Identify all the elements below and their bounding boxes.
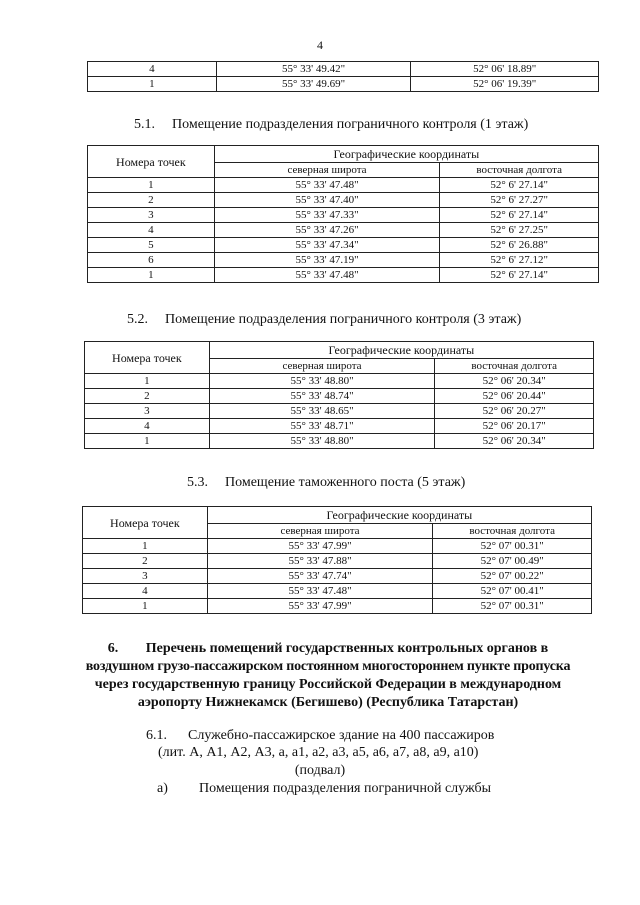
- point-number: 4: [88, 223, 215, 238]
- latitude-cell: 55° 33' 47.40": [214, 193, 440, 208]
- table-row: [83, 539, 592, 554]
- table-row: [88, 208, 599, 223]
- table-row: [88, 178, 599, 193]
- table-row: [88, 238, 599, 253]
- latitude-cell: 55° 33' 47.33": [214, 208, 440, 223]
- point-number: 2: [85, 389, 210, 404]
- header-latitude: северная широта: [209, 359, 435, 374]
- longitude-cell: 52° 07' 00.49": [433, 554, 592, 569]
- section-number: 5.3.: [187, 475, 208, 490]
- header-geo: Географические координаты: [214, 146, 598, 163]
- longitude-cell: 52° 06' 18.89": [411, 62, 599, 77]
- page-number: 4: [317, 38, 323, 52]
- table-row: [83, 569, 592, 584]
- section-title: Помещение подразделения пограничного контроля (3 этаж): [165, 312, 522, 327]
- longitude-cell: 52° 06' 19.39": [411, 77, 599, 92]
- latitude-cell: 55° 33' 49.69": [216, 77, 411, 92]
- table-row: [83, 599, 592, 614]
- coordinates-table-5-2: [84, 341, 594, 449]
- latitude-cell: 55° 33' 47.34": [214, 238, 440, 253]
- coordinates-table-5-3: [82, 506, 592, 614]
- subsection-6-1-literals: (лит. А, А1, А2, А3, а, а1, а2, а3, а5, а6, а7, а8, а9, а10): [158, 745, 479, 760]
- longitude-cell: 52° 07' 00.31": [433, 539, 592, 554]
- longitude-cell: 52° 6' 27.25": [440, 223, 599, 238]
- longitude-cell: 52° 06' 20.17": [435, 419, 594, 434]
- header-longitude: восточная долгота: [433, 524, 592, 539]
- section-6-line-1: [58, 640, 598, 658]
- latitude-cell: 55° 33' 47.48": [214, 178, 440, 193]
- section-6-line-4: аэропорту Нижнекамск (Бегишево) (Республика Татарстан): [137, 695, 519, 710]
- table-row: [83, 584, 592, 599]
- latitude-cell: 55° 33' 47.48": [207, 584, 433, 599]
- section-number: 5.1.: [134, 117, 155, 132]
- latitude-cell: 55° 33' 49.42": [216, 62, 411, 77]
- item-a: [157, 781, 491, 797]
- point-number: 3: [85, 404, 210, 419]
- section-title: Помещение подразделения пограничного контроля (1 этаж): [172, 117, 529, 132]
- table-row: [83, 554, 592, 569]
- latitude-cell: 55° 33' 48.65": [209, 404, 435, 419]
- latitude-cell: 55° 33' 47.99": [207, 539, 433, 554]
- point-number: 1: [83, 539, 208, 554]
- coordinates-table-5-1: [87, 145, 599, 283]
- longitude-cell: 52° 6' 26.88": [440, 238, 599, 253]
- table-row: [88, 253, 599, 268]
- point-number: 1: [83, 599, 208, 614]
- longitude-cell: 52° 6' 27.27": [440, 193, 599, 208]
- table-row: [88, 62, 599, 77]
- point-number: 1: [88, 77, 217, 92]
- section-6-title-line-1: Перечень помещений государственных контрольных органов в: [145, 641, 549, 656]
- table-row: [85, 374, 594, 389]
- header-longitude: восточная долгота: [440, 163, 599, 178]
- header-latitude: северная широта: [214, 163, 440, 178]
- latitude-cell: 55° 33' 47.19": [214, 253, 440, 268]
- point-number: 1: [85, 434, 210, 449]
- latitude-cell: 55° 33' 48.71": [209, 419, 435, 434]
- point-number: 2: [83, 554, 208, 569]
- item-text: Помещения подразделения пограничной службы: [199, 781, 491, 796]
- top-coordinates-table: [87, 61, 599, 92]
- section-number: 6.: [107, 641, 119, 656]
- longitude-cell: 52° 06' 20.44": [435, 389, 594, 404]
- point-number: 1: [88, 178, 215, 193]
- item-marker: а): [157, 781, 168, 796]
- longitude-cell: 52° 07' 00.22": [433, 569, 592, 584]
- header-geo: Географические координаты: [207, 507, 591, 524]
- table-row: [88, 223, 599, 238]
- header-points: Номера точек: [88, 146, 215, 178]
- longitude-cell: 52° 06' 20.34": [435, 374, 594, 389]
- subsection-title: Служебно-пассажирское здание на 400 пассажиров: [188, 728, 495, 743]
- longitude-cell: 52° 07' 00.41": [433, 584, 592, 599]
- header-latitude: северная широта: [207, 524, 433, 539]
- longitude-cell: 52° 6' 27.14": [440, 268, 599, 283]
- subsection-number: 6.1.: [146, 728, 167, 743]
- latitude-cell: 55° 33' 47.48": [214, 268, 440, 283]
- point-number: 4: [88, 62, 217, 77]
- latitude-cell: 55° 33' 47.99": [207, 599, 433, 614]
- longitude-cell: 52° 06' 20.27": [435, 404, 594, 419]
- latitude-cell: 55° 33' 47.74": [207, 569, 433, 584]
- longitude-cell: 52° 06' 20.34": [435, 434, 594, 449]
- header-longitude: восточная долгота: [435, 359, 594, 374]
- section-6-line-3: через государственную границу Российской Федерации в международном: [94, 677, 562, 692]
- section-number: 5.2.: [127, 312, 148, 327]
- section-heading-5-2: [127, 312, 521, 328]
- table-row: [85, 389, 594, 404]
- longitude-cell: 52° 6' 27.14": [440, 178, 599, 193]
- header-geo: Географические координаты: [209, 342, 593, 359]
- table-row: [85, 404, 594, 419]
- longitude-cell: 52° 6' 27.14": [440, 208, 599, 223]
- longitude-cell: 52° 6' 27.12": [440, 253, 599, 268]
- section-6-line-2: воздушном грузо-пассажирском постоянном многостороннем пункте пропуска: [85, 659, 571, 674]
- table-row: [85, 419, 594, 434]
- latitude-cell: 55° 33' 48.80": [209, 374, 435, 389]
- point-number: 1: [88, 268, 215, 283]
- latitude-cell: 55° 33' 48.74": [209, 389, 435, 404]
- point-number: 5: [88, 238, 215, 253]
- point-number: 4: [85, 419, 210, 434]
- point-number: 3: [88, 208, 215, 223]
- point-number: 4: [83, 584, 208, 599]
- longitude-cell: 52° 07' 00.31": [433, 599, 592, 614]
- table-row: [85, 434, 594, 449]
- section-title: Помещение таможенного поста (5 этаж): [225, 475, 466, 490]
- section-heading-5-1: [134, 117, 528, 133]
- table-row: [88, 193, 599, 208]
- table-row: [88, 268, 599, 283]
- header-points: Номера точек: [83, 507, 208, 539]
- table-row: [88, 77, 599, 92]
- latitude-cell: 55° 33' 47.26": [214, 223, 440, 238]
- subsection-6-1: [146, 728, 494, 744]
- point-number: 1: [85, 374, 210, 389]
- section-heading-5-3: [187, 475, 465, 491]
- point-number: 3: [83, 569, 208, 584]
- section-heading-6: [58, 640, 598, 712]
- header-points: Номера точек: [85, 342, 210, 374]
- latitude-cell: 55° 33' 48.80": [209, 434, 435, 449]
- point-number: 2: [88, 193, 215, 208]
- subsection-6-1-floor: (подвал): [294, 763, 346, 778]
- latitude-cell: 55° 33' 47.88": [207, 554, 433, 569]
- point-number: 6: [88, 253, 215, 268]
